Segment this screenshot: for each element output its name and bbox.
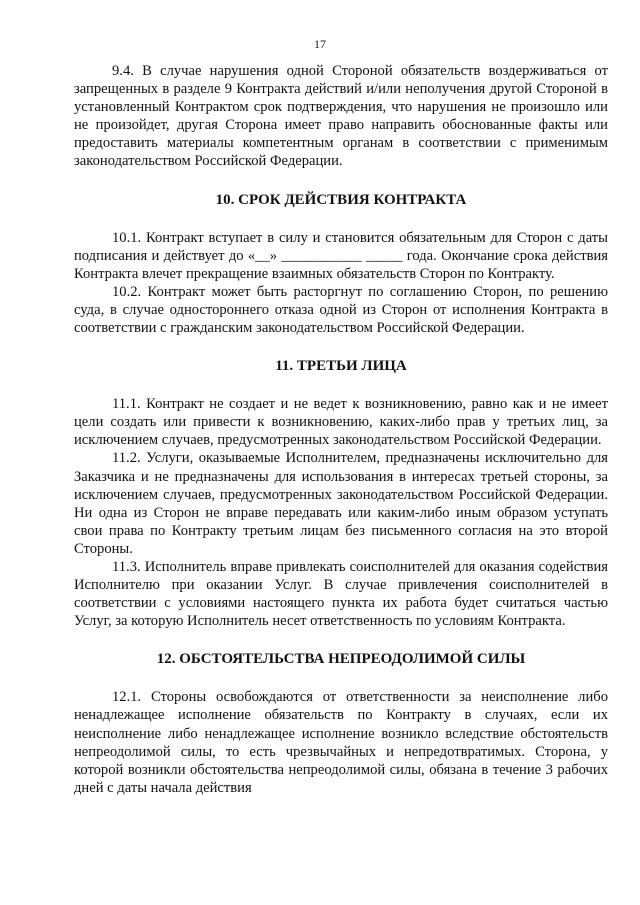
section-title-12: 12. ОБСТОЯТЕЛЬСТВА НЕПРЕОДОЛИМОЙ СИЛЫ — [156, 651, 526, 668]
section-title-11: 11. ТРЕТЬИ ЛИЦА — [275, 358, 407, 375]
paragraph-12-1: 12.1. Стороны освобождаются от ответственности за неисполнение либо ненадлежащее исполнение обязательств по Контракту в случаях, если их неисполнение либо ненадлежащее исполнение возникло вследствие обстоятельств непреодолимой силы, то есть чрезвычайных и непредотвратимых. Сторона, у которой возникли обстоятельства непреодолимой силы, обязана в течение 3 рабочих дней с даты начала действия — [74, 689, 608, 796]
page-number: 17 — [314, 37, 326, 51]
paragraph-11-1: 11.1. Контракт не создает и не ведет к возникновению, равно как и не имеет цели создать или привести к возникновению, каких-либо прав у третьих лиц, за исключением случаев, предусмотренных законодательством Российской Федерации. — [74, 396, 608, 449]
paragraph-9-4: 9.4. В случае нарушения одной Стороной обязательств воздерживаться от запрещенных в разделе 9 Контракта действий и/или неполучения другой Стороной в установленный Контрактом срок подтверждения, что нарушения не произошло или не произойдет, другая Сторона имеет право направить обоснованные факты или предоставить материалы компетентным органам в соответствии с применимым законодательством Российской Федерации. — [74, 63, 608, 170]
paragraph-11-3: 11.3. Исполнитель вправе привлекать соисполнителей для оказания содействия Исполнителю при оказании Услуг. В случае привлечения соисполнителей в соответствии с условиями настоящего пункта их работа будет считаться частью Услуг, за которую Исполнитель несет ответственность по условиям Контракта. — [74, 558, 608, 630]
document-body — [74, 62, 608, 797]
paragraph-11-2: 11.2. Услуги, оказываемые Исполнителем, предназначены исключительно для Заказчика и не предназначены для использования в интересах третьей стороны, за исключением случаев, предусмотренных законодательством Российской Федерации. Ни одна из Сторон не вправе передавать или каким-либо иным образом уступать свои права по Контракту третьим лицам без письменного согласия на это второй Стороны. — [74, 450, 608, 557]
paragraph-10-1: 10.1. Контракт вступает в силу и становится обязательным для Сторон с даты подписания и действует до «__» ___________ _____ года. Окончание срока действия Контракта влечет прекращение взаимных обязательств Сторон по Контракту. — [74, 229, 608, 282]
section-title-10: 10. СРОК ДЕЙСТВИЯ КОНТРАКТА — [215, 191, 467, 208]
paragraph-10-2: 10.2. Контракт может быть расторгнут по соглашению Сторон, по решению суда, в случае одностороннего отказа одной из Сторон от исполнения Контракта в соответствии с гражданским законодательством Российской Федерации. — [74, 283, 608, 337]
